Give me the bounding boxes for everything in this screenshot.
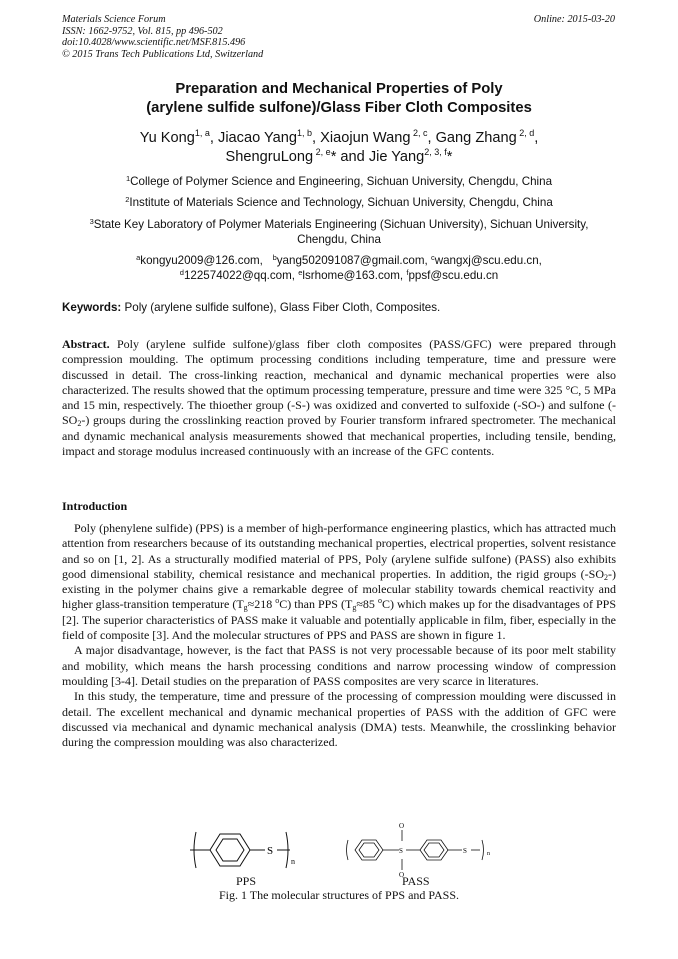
email-sup: a (136, 253, 141, 262)
figure-1 (190, 818, 520, 888)
email-sup: b (272, 253, 277, 262)
abstract-text-2: -) groups during the crosslinking reaction proved by Fourier transform infrared spectrometer. The mechanical and dynamic mechanical analysis measurements showed that mechanical properties, including tensile, bending, impact and storage modulus increased continuously with an increase of the GFC contents. (62, 413, 616, 459)
doi-line: doi:10.4028/www.scientific.net/MSF.815.496 (62, 37, 246, 49)
superscript: o (377, 596, 382, 606)
pass-repeat-n: n (487, 851, 490, 857)
author-list (62, 129, 616, 167)
pass-oxygen-top: O (399, 822, 405, 830)
author-affil-sup: 2, c (410, 128, 428, 138)
pps-label: PPS (236, 874, 257, 888)
affiliation-text: Institute of Materials Science and Technology, Sichuan University, Chengdu, China (129, 196, 553, 209)
author-name: Xiaojun Wang (320, 130, 411, 146)
author-separator: , (209, 130, 219, 146)
email-sup: d (179, 267, 184, 277)
author-separator: * and (330, 149, 369, 165)
subscript: g (352, 603, 357, 613)
keywords (62, 301, 616, 316)
affiliation-1 (62, 175, 616, 190)
abstract-subscript: 2 (77, 419, 82, 429)
author-affil-sup: 1, a (194, 128, 210, 138)
affiliation-sup: 3 (89, 217, 94, 226)
email-link[interactable]: yang502091087@gmail.com, (276, 254, 428, 267)
abstract-label: Abstract. (62, 337, 110, 351)
para-text: C) than PPS (T (279, 597, 353, 612)
abstract-text: Poly (arylene sulfide sulfone)/glass fiber cloth composites (PASS/GFC) were prepared through compression moulding. The optimum processing conditions including temperature, time and pressure were discussed in detail. The cross-linking reaction, mechanical and dynamic mechanical properties were also characterized. The results showed that the optimum processing temperature, pressure and time were 325 °C, 5 MPa and 15 min, respectively. The thioether group (-S-) was oxidized and converted to sulfoxide (-SO-) and sulfone (-SO (62, 337, 617, 428)
figure-caption: Fig. 1 The molecular structures of PPS and PASS. (218, 888, 459, 902)
para-text: C) which makes up for the disadvantages of PPS [2]. The superior characteristics of PASS make it valuable and potentially applicable in film, fiber, especially in the field of composite [3]. And the molecular structures of PPS and PASS are shown in figure 1. (62, 597, 617, 643)
email-link[interactable]: lsrhome@163.com, (302, 268, 404, 282)
email-link[interactable]: wangxj@scu.edu.cn, (434, 254, 542, 267)
para-text: ≈218 (247, 597, 276, 612)
paragraph-1 (62, 521, 616, 643)
superscript: o (275, 596, 280, 606)
journal-name: Materials Science Forum (62, 14, 166, 25)
introduction-body (62, 521, 616, 750)
journal-header (62, 14, 382, 60)
subscript: g (243, 603, 248, 613)
author-name: Gang Zhang (435, 130, 517, 146)
author-separator: , (534, 130, 539, 146)
author-separator: , (312, 130, 321, 146)
author-emails (62, 254, 616, 283)
paper-title (62, 80, 616, 118)
author-affil-sup: 2, e (313, 147, 331, 157)
pps-structure (190, 832, 290, 868)
author-affil-sup: 2, 3, f (424, 147, 447, 157)
pass-oxygen-bottom: O (399, 871, 405, 879)
email-sup: e (298, 267, 303, 277)
email-sup: f (406, 267, 409, 277)
copyright-line: © 2015 Trans Tech Publications Ltd, Switzerland (62, 48, 264, 60)
para-text: ≈85 (356, 597, 378, 612)
author-name: Jie Yang (368, 149, 425, 165)
keywords-text: Poly (arylene sulfide sulfone), Glass Fiber Cloth, Composites. (124, 301, 441, 314)
pass-sulfone-sulfur: S (399, 847, 403, 855)
section-heading-introduction: Introduction (62, 499, 128, 513)
author-name: Jiacao Yang (218, 130, 297, 146)
author-name: Yu Kong (139, 130, 195, 146)
title-line-2: (arylene sulfide sulfone)/Glass Fiber Cloth Composites (146, 100, 532, 116)
author-affil-sup: 1, b (297, 128, 313, 138)
affiliation-3 (62, 218, 616, 247)
keywords-label: Keywords: (62, 301, 122, 314)
author-separator: * (446, 149, 453, 165)
pass-label: PASS (402, 874, 430, 888)
affiliation-2 (62, 196, 616, 211)
email-link[interactable]: 122574022@qq.com, (183, 268, 295, 282)
affiliation-sup: 1 (125, 174, 131, 183)
online-date: Online: 2015-03-20 (533, 14, 615, 25)
para-text: Poly (phenylene sulfide) (PPS) is a member of high-performance engineering plastics, which has attracted much attention from researchers because of its outstanding mechanical properties, electrical properties, solvent resistance and so on [1, 2]. As a structurally modified material of PPS, Poly (arylene sulfide sulfone) (PASS) also exhibits good dimensional stability, chemical resistance and mechanical properties. In addition, the rigid groups (-SO (62, 521, 616, 581)
abstract (62, 337, 616, 459)
para-text: -) existing in the polymer chains give a remarkable degree of molecular stability towards chemical reactivity and higher glass-transition temperature (T (62, 566, 616, 612)
title-line-1: Preparation and Mechanical Properties of Poly (175, 81, 503, 97)
paragraph-2: A major disadvantage, however, is the fact that PASS is not very processable because of its poor melt stability and mobility, which means the harsh processing conditions and narrow processing window of compression moulding [3-4]. Detail studies on the preparation of PASS composites are very scarce in literatures. (62, 643, 616, 688)
affiliation-text: State Key Laboratory of Polymer Materials Engineering (Sichuan University), Sichuan University, (93, 218, 589, 231)
author-separator: , (427, 130, 436, 146)
affiliation-sup: 2 (125, 195, 130, 204)
affiliation-text-2: Chengdu, China (297, 232, 381, 246)
affiliation-text: College of Polymer Science and Engineering, Sichuan University, Chengdu, China (130, 175, 553, 188)
email-link[interactable]: ppsf@scu.edu.cn (408, 268, 499, 282)
paragraph-3: In this study, the temperature, time and pressure of the processing of compression moulding were discussed in detail. The excellent mechanical and dynamic mechanical properties of PASS with the addition of GFC were discussed via mechanical and dynamic mechanical analysis (DMA) tests. Meanwhile, the crosslinking behavior during the compression moulding was also characterized. (62, 689, 616, 750)
pps-repeat-n: n (291, 857, 295, 866)
email-link[interactable]: kongyu2009@126.com, (140, 254, 263, 267)
email-sup: c (430, 253, 435, 262)
author-name: ShengruLong (225, 149, 314, 165)
pps-sulfur-atom: S (267, 845, 274, 857)
issn-line: ISSN: 1662-9752, Vol. 815, pp 496-502 (62, 25, 223, 37)
author-affil-sup: 2, d (516, 128, 535, 138)
pass-sulfide-sulfur: S (463, 847, 467, 855)
subscript: 2 (604, 572, 608, 582)
